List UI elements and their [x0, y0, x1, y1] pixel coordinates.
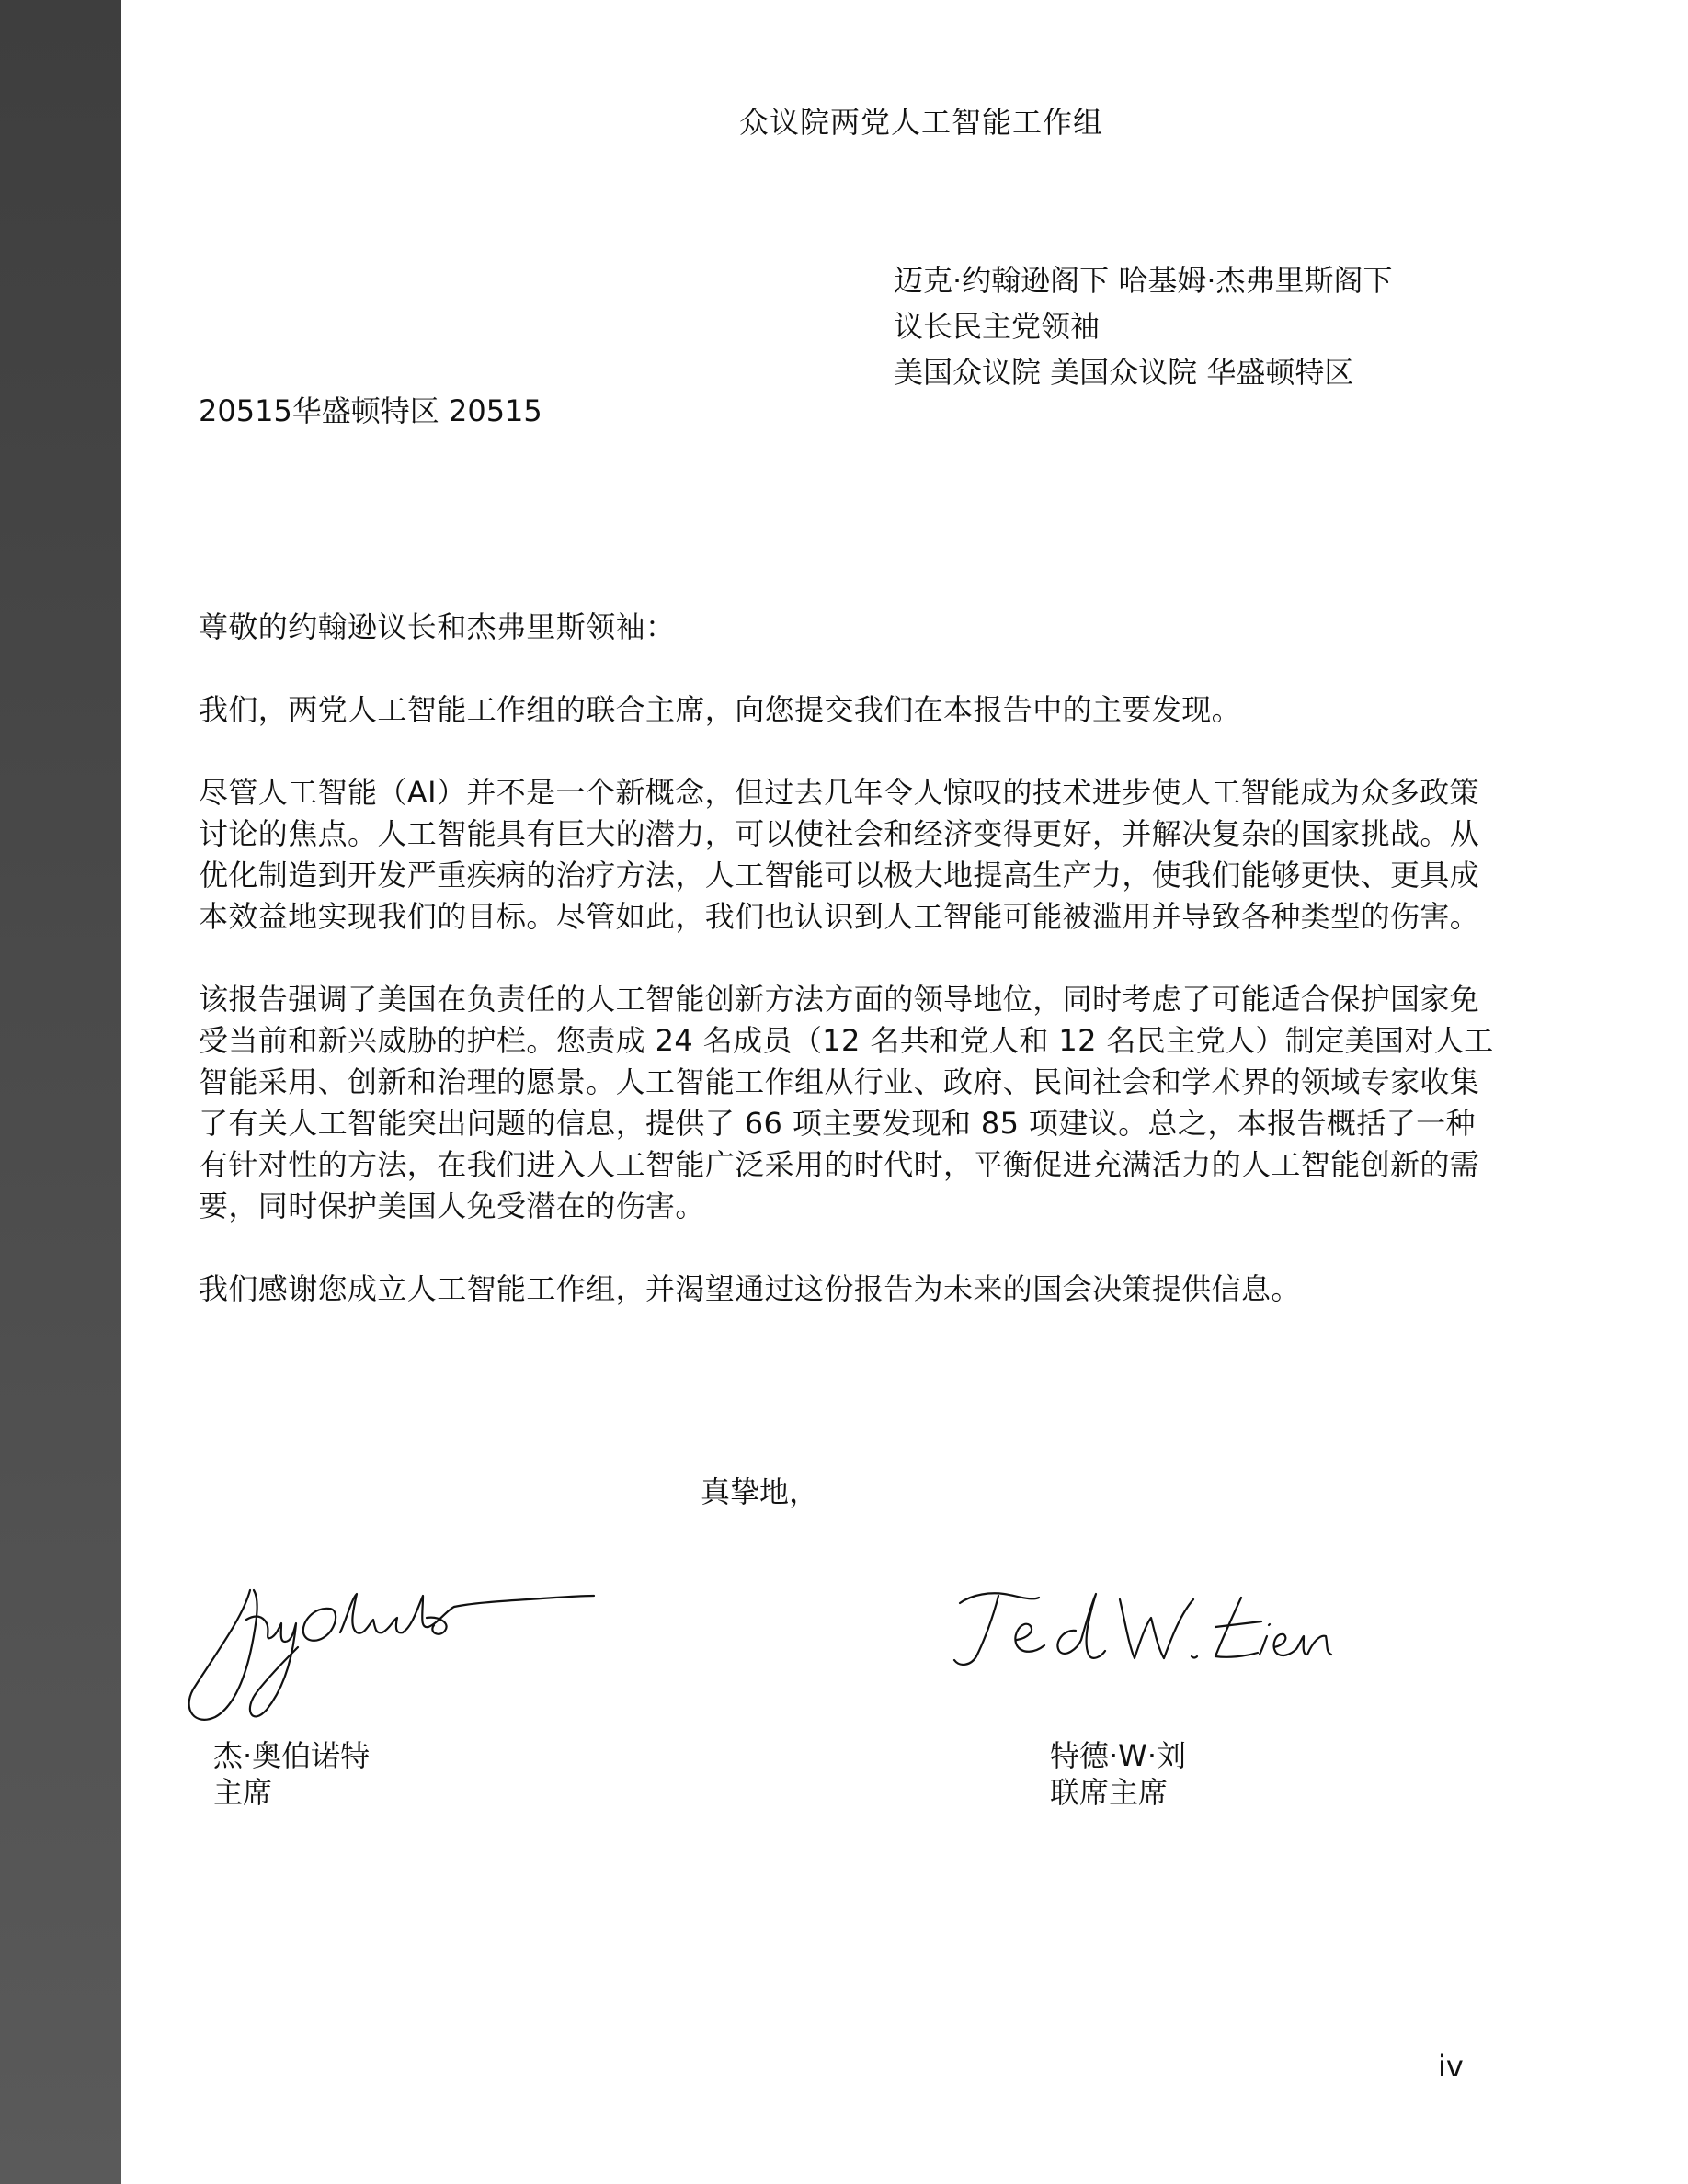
- body-paragraph: 尽管人工智能（AI）并不是一个新概念，但过去几年令人惊叹的技术进步使人工智能成为众多政策讨论的焦点。人工智能具有巨大的潜力，可以使社会和经济变得更好，并解决复杂的国家挑战。从优化制造到开发严重疾病的治疗方法，人工智能可以极大地提高生产力，使我们能够更快、更具成本效益地实现我们的目标。尽管如此，我们也认识到人工智能可能被滥用并导致各种类型的伤害。: [199, 775, 1480, 934]
- letterhead-title: 众议院两党人工智能工作组: [738, 105, 1103, 140]
- document-page: [121, 0, 1688, 2184]
- signer-name: 杰·奥伯诺特: [213, 1738, 371, 1773]
- signer-name: 特德·W·刘: [1050, 1738, 1186, 1773]
- page-number: iv: [1438, 2049, 1464, 2084]
- body-paragraph: 我们，两党人工智能工作组的联合主席，向您提交我们在本报告中的主要发现。: [199, 692, 1242, 727]
- signature-right-image: [940, 1581, 1335, 1682]
- body-paragraph: 该报告强调了美国在负责任的人工智能创新方法方面的领导地位，同时考虑了可能适合保护国家免受当前和新兴威胁的护栏。您责成 24 名成员（12 名共和党人和 12 名民主党人）制定美国对人工智能采用、创新和治理的愿景。人工智能工作组从行业、政府、民间社会和学术界的领域专家收集了有关人工智能突出问题的信息，提供了 66 项主要发现和 85 项建议。总之，本报告概括了一种有针对性的方法，在我们进入人工智能广泛采用的时代时，平衡促进充满活力的人工智能创新的需要，同时保护美国人免受潜在的伤害。: [199, 982, 1494, 1223]
- salutation: 尊敬的约翰逊议长和杰弗里斯领袖：: [199, 609, 676, 644]
- signer-left: [213, 1737, 370, 1811]
- signer-title: 联席主席: [1050, 1775, 1169, 1810]
- signer-title: 主席: [213, 1775, 273, 1810]
- body-paragraph: 我们感谢您成立人工智能工作组，并渴望通过这份报告为未来的国会决策提供信息。: [199, 1271, 1301, 1306]
- closing: 真挚地，: [701, 1474, 819, 1509]
- addressee-line: 迈克·约翰逊阁下 哈基姆·杰弗里斯阁下: [894, 263, 1393, 298]
- signer-right: [1050, 1737, 1186, 1811]
- zip-line: 20515华盛顿特区 20515: [199, 393, 542, 428]
- signature-left-image: [178, 1563, 601, 1728]
- addressee-line: 议长民主党领袖: [894, 309, 1101, 344]
- addressee-line: 美国众议院 美国众议院 华盛顿特区: [894, 355, 1354, 390]
- side-bar-decoration: [0, 0, 121, 2184]
- addressee-block: [894, 257, 1393, 395]
- letter-body: [199, 607, 1504, 1351]
